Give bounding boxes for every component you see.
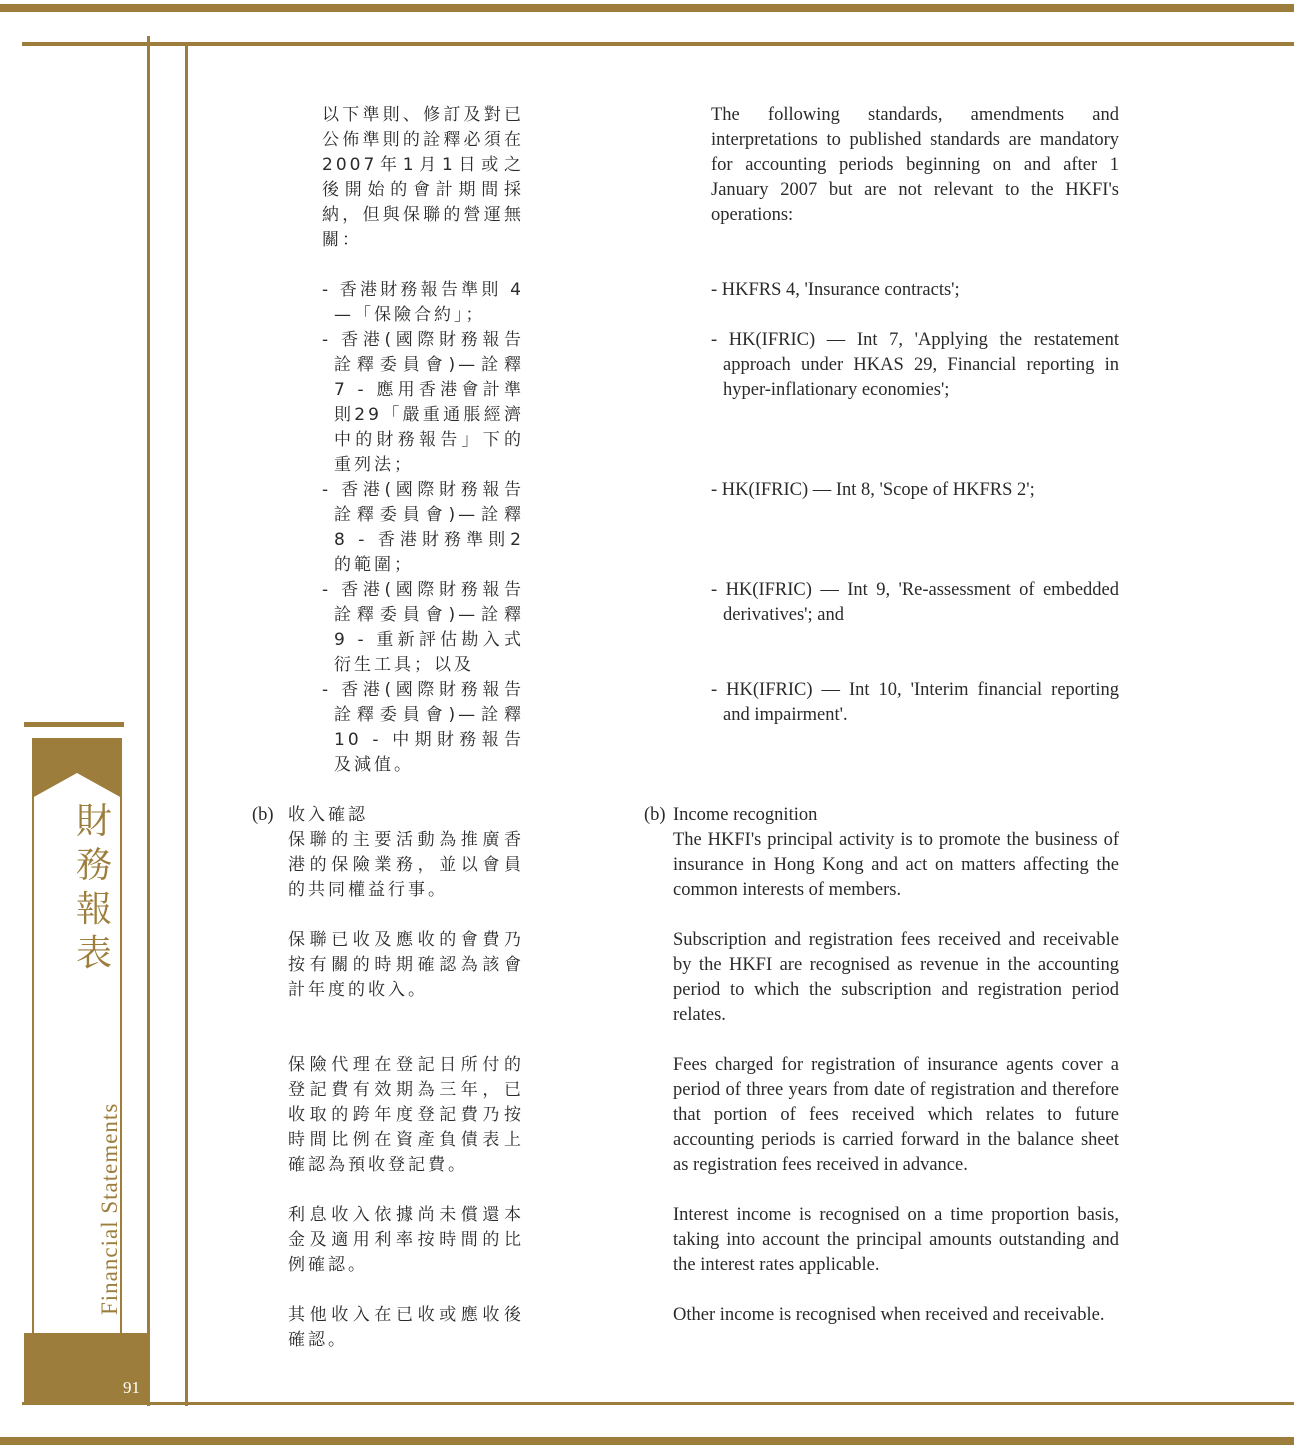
standard-item-en: - HK(IFRIC) — Int 9, 'Re-assessment of embedded derivatives'; and <box>711 580 1119 625</box>
side-tab-title-en: Financial Statements <box>97 1102 122 1315</box>
standard-item-en: - HK(IFRIC) — Int 7, 'Applying the restatement approach under HKAS 29, Financial reporting in hyper-inflationary economies'; <box>711 330 1119 400</box>
side-tab-title-zh: 財務報表 <box>75 801 112 974</box>
paragraph-en: The HKFI's principal activity is to promote the business of insurance in Hong Kong and act on matters affecting the common interests of members. <box>673 830 1119 900</box>
standard-item-zh: - 香港財務報告準則 4 —「保險合約」； <box>322 280 524 325</box>
section-marker-en: (b) <box>644 805 666 825</box>
paragraph-en: Fees charged for registration of insurance agents cover a period of three years from date of registration and therefore that portion of fees received which relates to future accounting periods is carried forward in the balance sheet as registration fees received in advance. <box>673 1055 1119 1175</box>
paragraph-zh: 保聯的主要活動為推廣香港的保險業務，並以會員的共同權益行事。 <box>288 830 524 900</box>
standard-item-en: - HK(IFRIC) — Int 10, 'Interim financial reporting and impairment'. <box>711 680 1119 725</box>
paragraph-zh: 保聯已收及應收的會費乃按有關的時期確認為該會計年度的收入。 <box>288 930 524 1000</box>
margin-rule-inner <box>185 46 188 1406</box>
intro-text-en: The following standards, amendments and interpretations to published standards are mandatory for accounting periods beginning on and after 1 January 2007 but are not relevant to the HKFI's operations: <box>711 105 1119 225</box>
standard-item-en: - HKFRS 4, 'Insurance contracts'; <box>711 280 960 300</box>
page-number: 91 <box>123 1378 140 1397</box>
paragraph-zh: 保險代理在登記日所付的登記費有效期為三年，已收取的跨年度登記費乃按時間比例在資產負債表上確認為預收登記費。 <box>288 1055 524 1175</box>
top-inner-rule <box>22 42 1294 46</box>
paragraph-zh: 利息收入依據尚未償還本金及適用利率按時間的比例確認。 <box>288 1205 524 1275</box>
bottom-inner-rule <box>22 1402 1294 1405</box>
standard-item-zh: - 香港(國際財務報告詮釋委員會)—詮釋 10 - 中期財務報告及減值。 <box>322 680 524 775</box>
section-heading-en: Income recognition <box>673 805 818 825</box>
side-tab-rule <box>24 722 124 727</box>
standard-item-zh: - 香港(國際財務報告詮釋委員會)—詮釋 8 - 香港財務準則2的範圍； <box>322 480 524 575</box>
top-border-rule <box>0 4 1294 12</box>
standard-item-en: - HK(IFRIC) — Int 8, 'Scope of HKFRS 2'; <box>711 480 1035 500</box>
paragraph-en: Other income is recognised when received and receivable. <box>673 1305 1105 1325</box>
standard-item-zh: - 香港(國際財務報告詮釋委員會)—詮釋 7 - 應用香港會計準則29「嚴重通脹經濟中的財務報告」下的重列法； <box>322 330 524 475</box>
margin-rule-outer <box>147 36 150 1406</box>
section-marker-zh: (b) <box>252 805 274 825</box>
section-heading-zh: 收入確認 <box>288 805 368 825</box>
intro-text-zh: 以下準則、修訂及對已公佈準則的詮釋必須在2007年1月1日或之後開始的會計期間採納，但與保聯的營運無關： <box>322 105 524 250</box>
bottom-border-rule <box>0 1437 1294 1445</box>
standard-item-zh: - 香港(國際財務報告詮釋委員會)—詮釋 9 - 重新評估勘入式衍生工具；以及 <box>322 580 524 675</box>
side-tab-chevron <box>32 738 122 798</box>
paragraph-en: Subscription and registration fees received and receivable by the HKFI are recognised as revenue in the accounting period to which the subscription and registration period relates. <box>673 930 1119 1025</box>
paragraph-en: Interest income is recognised on a time proportion basis, taking into account the principal amounts outstanding and the interest rates applicable. <box>673 1205 1119 1275</box>
paragraph-zh: 其他收入在已收或應收後確認。 <box>288 1305 524 1350</box>
